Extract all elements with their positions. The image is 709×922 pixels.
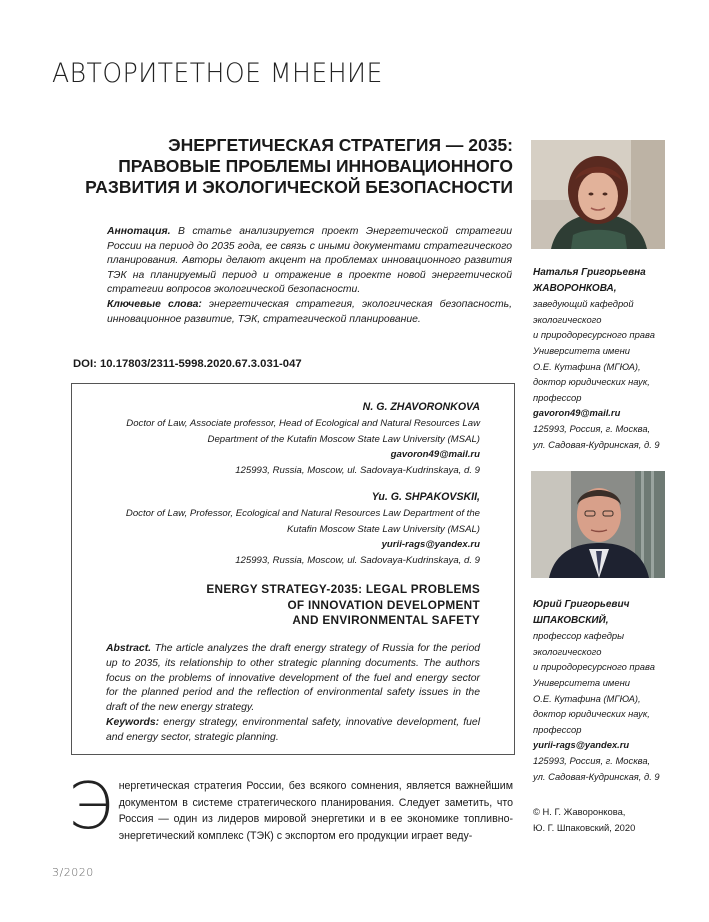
sidebar-author-line: экологического (533, 313, 602, 325)
sidebar-author-line: профессор кафедры (533, 630, 625, 642)
sidebar-author-address: 125993, Россия, г. Москва, (533, 422, 651, 434)
portrait-image (531, 471, 665, 578)
article-title (43, 135, 513, 198)
sidebar-author-line: О.Е. Кутафина (МГЮА), (533, 692, 641, 704)
keywords-en-label: Keywords: (106, 716, 160, 728)
author-en-address: 125993, Russia, Moscow, ul. Sadovaya-Kudrinskaya, d. 9 (235, 465, 480, 477)
sidebar-author-1 (533, 265, 660, 452)
sidebar-author-line: профессор (533, 391, 582, 403)
english-title-line: AND ENVIRONMENTAL SAFETY (292, 613, 480, 627)
author-photo-shpakovskii (531, 471, 665, 578)
sidebar-author-line: профессор (533, 723, 582, 735)
sidebar-author-line: доктор юридических наук, (533, 376, 650, 388)
sidebar-author-surname: ЖАВОРОНКОВА, (533, 282, 617, 294)
sidebar-author-line: доктор юридических наук, (533, 708, 650, 720)
sidebar-author-line: заведующий кафедрой (533, 298, 634, 310)
title-line: ЭНЕРГЕТИЧЕСКАЯ СТРАТЕГИЯ — 2035: (168, 135, 513, 155)
sidebar-author-line: экологического (533, 645, 602, 657)
english-abstract-box (71, 383, 515, 755)
copyright-line: © Н. Г. Жаворонкова, (533, 806, 626, 817)
author-en-address: 125993, Russia, Moscow, ul. Sadovaya-Kudrinskaya, d. 9 (235, 555, 480, 567)
sidebar-author-address: ул. Садовая-Кудринская, д. 9 (533, 770, 660, 782)
author-en-email[interactable]: yurii-rags@yandex.ru (381, 539, 480, 551)
doi: DOI: 10.17803/2311-5998.2020.67.3.031-047 (73, 358, 302, 370)
author-en-name: N. G. ZHAVORONKOVA (362, 401, 480, 413)
sidebar-author-name: Юрий Григорьевич (533, 599, 630, 610)
author-en-name: Yu. G. SHPAKOVSKII, (371, 491, 480, 503)
sidebar-author-surname: ШПАКОВСКИЙ, (533, 614, 609, 626)
sidebar-author-line: и природоресурсного права (533, 329, 655, 341)
english-title-line: ENERGY STRATEGY-2035: LEGAL PROBLEMS (206, 582, 480, 596)
sidebar-author-line: Университета имени (533, 344, 630, 356)
sidebar-author-email[interactable]: gavoron49@mail.ru (533, 407, 621, 419)
drop-cap: Э (68, 770, 113, 844)
keywords-label: Ключевые слова: (107, 298, 202, 310)
author-photo-zhavoronkova (531, 140, 665, 249)
copyright (533, 804, 635, 836)
sidebar-author-email[interactable]: yurii-rags@yandex.ru (533, 739, 630, 751)
sidebar-author-line: Университета имени (533, 676, 630, 688)
author-en-line: Doctor of Law, Professor, Ecological and Natural Resources Law Department of the (125, 507, 480, 519)
keywords-text: энергетическая стратегия, экологическая безопасность, инновационное развитие, ТЭК, стратегической планирование. (107, 298, 512, 325)
section-heading: АВТОРИТЕТНОЕ МНЕНИЕ (52, 58, 383, 89)
sidebar-author-line: и природоресурсного права (533, 661, 655, 673)
sidebar-author-address: ул. Садовая-Кудринская, д. 9 (533, 438, 660, 450)
page-folio: 3/2020 (52, 866, 94, 879)
abstract-text: The article analyzes the draft energy strategy of Russia for the period up to 2035, its relationship to other strategic planning documents. The authors focus on the problems of innovative development of the fuel and energy sector for the planned period and the reflection of environmental safety issues in the draft of the new energy strategy. (106, 643, 481, 714)
sidebar-author-2 (533, 597, 660, 784)
annotation-text: В статье анализируется проект Энергетической стратегии России на период до 2035 года, ее связь с иными документами стратегического планирования. Авторы делают акцент на проблемах инновационного развития ТЭК на планируемый период и отражение в проекте новой энергетической стратегии вопросов экологической безопасности. (107, 226, 513, 296)
sidebar-author-address: 125993, Россия, г. Москва, (533, 754, 651, 766)
author-en-1 (126, 400, 480, 479)
author-en-line: Doctor of Law, Associate professor, Head of Ecological and Natural Resources Law (126, 417, 480, 429)
title-line: РАЗВИТИЯ И ЭКОЛОГИЧЕСКОЙ БЕЗОПАСНОСТИ (85, 177, 513, 197)
title-line: ПРАВОВЫЕ ПРОБЛЕМЫ ИННОВАЦИОННОГО (118, 156, 513, 176)
english-title (120, 582, 480, 629)
portrait-image (531, 140, 665, 249)
copyright-line: Ю. Г. Шпаковский, 2020 (533, 822, 636, 833)
body-text: нергетическая стратегия России, без всякого сомнения, является важнейшим документом в системе стратегического планирования. Следует заметить, что Россия — один из лидеров мировой энергетики и в ее экономике топливно-энергетический комплекс (ТЭК) с экспортом его продукции играет веду- (118, 780, 513, 842)
author-en-line: Kutafin Moscow State Law University (MSAL) (286, 523, 480, 535)
sidebar-author-name: Наталья Григорьевна (533, 267, 646, 278)
keywords-en-text: energy strategy, environmental safety, innovative development, fuel and energy sector, strategic planning. (106, 716, 481, 743)
body-paragraph (68, 770, 513, 844)
author-en-email[interactable]: gavoron49@mail.ru (390, 449, 480, 461)
annotation (107, 225, 512, 327)
author-en-line: Department of the Kutafin Moscow State Law University (MSAL) (207, 433, 480, 445)
english-abstract (106, 642, 480, 746)
abstract-label: Abstract. (106, 643, 152, 654)
sidebar-author-line: О.Е. Кутафина (МГЮА), (533, 360, 641, 372)
author-en-2 (126, 490, 480, 569)
annotation-label: Аннотация. (107, 226, 171, 237)
english-title-line: OF INNOVATION DEVELOPMENT (287, 597, 480, 612)
